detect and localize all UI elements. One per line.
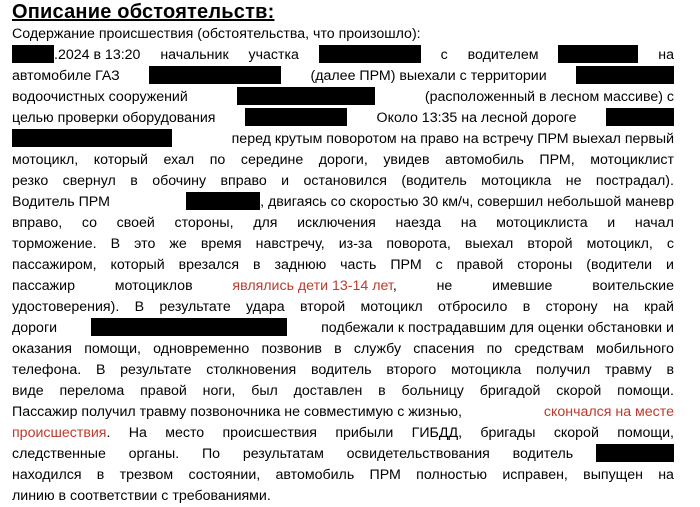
text-segment: ПРМ (369, 467, 401, 483)
text-segment: , двигаясь со скоростью 30 км/ч, совершил небольшой маневр (186, 192, 674, 213)
text-segment: спасения (413, 341, 475, 357)
text-segment: в (130, 173, 138, 189)
text-segment: В (110, 236, 121, 252)
text-segment: заднюю (274, 257, 327, 273)
text-segment: по (209, 152, 226, 168)
redaction-bar (319, 45, 421, 63)
text-segment: водителем (467, 47, 539, 63)
text-segment: (далее ПРМ) выехали с территории (310, 68, 547, 84)
text-segment: В (134, 299, 145, 315)
text-segment: правой (140, 383, 187, 399)
text-segment: виде (12, 383, 44, 399)
text-segment: трезвом (119, 467, 174, 483)
text-segment: увидев (383, 152, 430, 168)
text-segment: мотоцикл (360, 299, 423, 315)
text-segment: мотоциклов (114, 278, 193, 294)
text-segment: мотоциклист (590, 152, 674, 168)
redaction-bar (149, 66, 281, 84)
text-segment: имевшие (492, 278, 553, 294)
text-segment: В (95, 362, 106, 378)
text-segment: находился (12, 467, 82, 483)
text-segment: пассажиром, (12, 257, 97, 273)
redaction-bar (12, 129, 172, 147)
text-segment: удостоверения). (12, 299, 120, 315)
text-segment: середине (240, 152, 304, 168)
text-segment: (расположенный в лесном массиве) с (424, 89, 674, 105)
text-line (12, 339, 674, 360)
redaction-bar (245, 108, 347, 126)
text-segment: в (334, 341, 342, 357)
text-line (12, 87, 674, 108)
redaction-bar (186, 192, 260, 210)
text-segment: начальник (160, 47, 229, 63)
redaction-bar (558, 45, 638, 63)
text-segment: мотоцикла (481, 173, 552, 189)
text-segment: остановился (303, 173, 387, 189)
text-line (12, 108, 674, 129)
text-segment: для (253, 215, 278, 231)
text-line (12, 360, 674, 381)
text-line (12, 66, 674, 87)
text-segment: позвонив (261, 341, 322, 357)
text-segment: удара (246, 299, 285, 315)
text-segment: органы. (128, 446, 180, 462)
highlighted-text: являлись дети 13-14 лет (232, 278, 393, 294)
text-segment: из-за (338, 236, 373, 252)
text-segment: дороги, (318, 152, 368, 168)
text-segment: выпущен (583, 467, 643, 483)
highlighted-text: скончался на месте (543, 404, 674, 420)
redaction-bar (12, 45, 54, 63)
text-segment: мотоцикл, (586, 236, 653, 252)
text-segment: со (81, 215, 98, 231)
text-segment: в (252, 257, 261, 273)
text-segment: водитель (310, 362, 372, 378)
text-segment: с (440, 47, 448, 63)
text-segment: в (378, 383, 386, 399)
text-segment: телефона. (12, 362, 82, 378)
text-segment: службу (353, 341, 402, 357)
text-segment: оказания (12, 341, 72, 357)
text-segment: скорой (553, 425, 599, 441)
text-line (12, 213, 674, 234)
highlighted-text: происшествия (12, 425, 107, 441)
text-segment: это (134, 236, 156, 252)
text-segment: бригады (480, 425, 536, 441)
text-line (12, 381, 674, 402)
text-segment: стороны, (174, 215, 234, 231)
text-segment: вправо, (12, 215, 63, 231)
text-segment: навстречу, (255, 236, 325, 252)
text-segment: водитель (512, 446, 574, 462)
text-segment: часть (340, 257, 377, 273)
text-line (12, 24, 674, 45)
text-segment: по (486, 341, 503, 357)
text-line (12, 444, 674, 465)
text-segment: на (460, 215, 477, 231)
redaction-bar (596, 444, 674, 462)
text-segment: с (435, 257, 443, 273)
text-line (12, 423, 674, 444)
text-segment: результате (120, 362, 192, 378)
text-line (12, 276, 674, 297)
text-segment: линию в соответствии с требованиями. (12, 488, 271, 504)
text-segment: исключения (297, 215, 376, 231)
text-segment: помощи, (84, 341, 141, 357)
text-segment: мобильного (596, 341, 674, 357)
text-segment: (водитель (401, 173, 467, 189)
text-segment: перелома (59, 383, 125, 399)
text-segment: Водитель ПРМ (12, 194, 110, 210)
text-segment: своей (116, 215, 155, 231)
text-segment: Около 13:35 на лесной дороге (376, 110, 577, 126)
text-segment: .2024 в 13:20 (12, 45, 140, 66)
text-segment: мотоцикл, (12, 152, 79, 168)
text-segment: воительские (592, 278, 674, 294)
text-line (12, 150, 674, 171)
text-line (12, 192, 674, 213)
text-segment: ехал (163, 152, 195, 168)
text-segment: доставлен (293, 383, 363, 399)
redaction-bar (91, 318, 287, 336)
text-segment: и (607, 215, 616, 231)
text-segment: в (522, 299, 531, 315)
text-segment: стороны (517, 257, 573, 273)
text-line (12, 255, 674, 276)
text-segment: и (666, 257, 674, 273)
text-segment: второй (527, 236, 573, 252)
text-segment: на (612, 299, 629, 315)
text-segment: состоянии, (188, 467, 261, 483)
text-segment: ПРМ, (539, 152, 575, 168)
text-segment: правой (456, 257, 504, 273)
text-segment: пострадал). (595, 173, 674, 189)
text-segment: столкновения (206, 362, 297, 378)
text-segment: ноги, (202, 383, 236, 399)
redaction-bar (237, 87, 375, 105)
text-segment: был (251, 383, 278, 399)
text-segment: не (565, 173, 582, 189)
text-segment: Содержание происшествия (обстоятельства, что произошло): (12, 26, 421, 42)
text-line (12, 234, 674, 255)
text-segment: сторону (545, 299, 598, 315)
text-segment: торможение. (12, 236, 97, 252)
text-segment: происшествия. (12, 425, 111, 441)
text-segment: на (658, 47, 674, 63)
text-segment: участка (248, 47, 299, 63)
text-segment: отбросило (438, 299, 508, 315)
text-segment: перед крутым поворотом на право на встречу ПРМ выехал первый (231, 131, 674, 147)
text-segment: который (93, 152, 148, 168)
text-segment: дороги (12, 320, 58, 336)
text-segment: второй (299, 299, 346, 315)
text-segment: Пассажир получил травму позвоночника не совместимую с жизнью, (12, 404, 462, 420)
text-segment: больницу (401, 383, 464, 399)
text-segment: в (666, 362, 674, 378)
text-segment: мотоциклиста (496, 215, 588, 231)
text-segment: на (658, 467, 674, 483)
text-segment: являлись дети 13-14 лет, (232, 278, 397, 294)
section-heading: Описание обстоятельств: (12, 1, 275, 23)
text-segment: время (200, 236, 242, 252)
text-segment: край (644, 299, 674, 315)
text-segment: происшествия (222, 425, 317, 441)
text-segment: подбежали к пострадавшим для оценки обстановки и (321, 320, 674, 336)
text-line (12, 486, 674, 506)
text-segment: результате (159, 299, 231, 315)
text-segment: резко (12, 173, 49, 189)
text-line (12, 129, 674, 150)
text-segment: полностью (416, 467, 488, 483)
text-segment: и (281, 173, 290, 189)
text-line (12, 171, 674, 192)
text-segment: обочину (152, 173, 207, 189)
text-segment: травму (605, 362, 652, 378)
text-line (12, 318, 674, 339)
text-segment: вправо (220, 173, 267, 189)
text-segment: целью проверки оборудования (12, 110, 216, 126)
text-segment: второго (386, 362, 437, 378)
text-segment: помощи. (617, 383, 674, 399)
text-segment: водоочистных сооружений (12, 89, 188, 105)
text-segment: место (165, 425, 205, 441)
text-segment: который (110, 257, 165, 273)
text-line (12, 45, 674, 66)
text-segment: поворота, (386, 236, 451, 252)
text-segment: средствам (514, 341, 584, 357)
text-segment: свернул (62, 173, 116, 189)
text-segment: автомобиль (275, 467, 355, 483)
text-segment: в (96, 467, 105, 483)
text-segment: скорой (556, 383, 602, 399)
redaction-bar (606, 108, 674, 126)
text-segment: наезда (395, 215, 442, 231)
text-line (12, 297, 674, 318)
text-segment: помощи, (617, 425, 674, 441)
text-segment: (водители (586, 257, 653, 273)
text-segment: На (128, 425, 147, 441)
text-segment: освидетельствования (346, 446, 490, 462)
text-segment: По (201, 446, 221, 462)
text-segment: ПРМ (390, 257, 422, 273)
text-segment: пассажир (12, 278, 75, 294)
text-segment: исправен, (502, 467, 568, 483)
text-segment: одновременно (153, 341, 250, 357)
text-segment: автомобиль (445, 152, 524, 168)
text-segment: следственные (12, 446, 106, 462)
text-segment: автомобиле ГАЗ (12, 68, 120, 84)
text-line (12, 465, 674, 486)
text-segment: не (436, 278, 453, 294)
text-segment: мотоцикла (451, 362, 522, 378)
text-segment: выехал (464, 236, 514, 252)
text-segment: результатам (242, 446, 324, 462)
text-segment: начал (634, 215, 674, 231)
text-segment: ГИБДД, (411, 425, 463, 441)
text-segment: прибыли (335, 425, 394, 441)
text-line (12, 402, 674, 423)
text-segment: врезался (178, 257, 240, 273)
text-segment: же (169, 236, 187, 252)
text-segment: бригадой (479, 383, 541, 399)
redaction-bar (576, 66, 674, 84)
text-segment: с (666, 236, 674, 252)
text-segment: получил (536, 362, 591, 378)
